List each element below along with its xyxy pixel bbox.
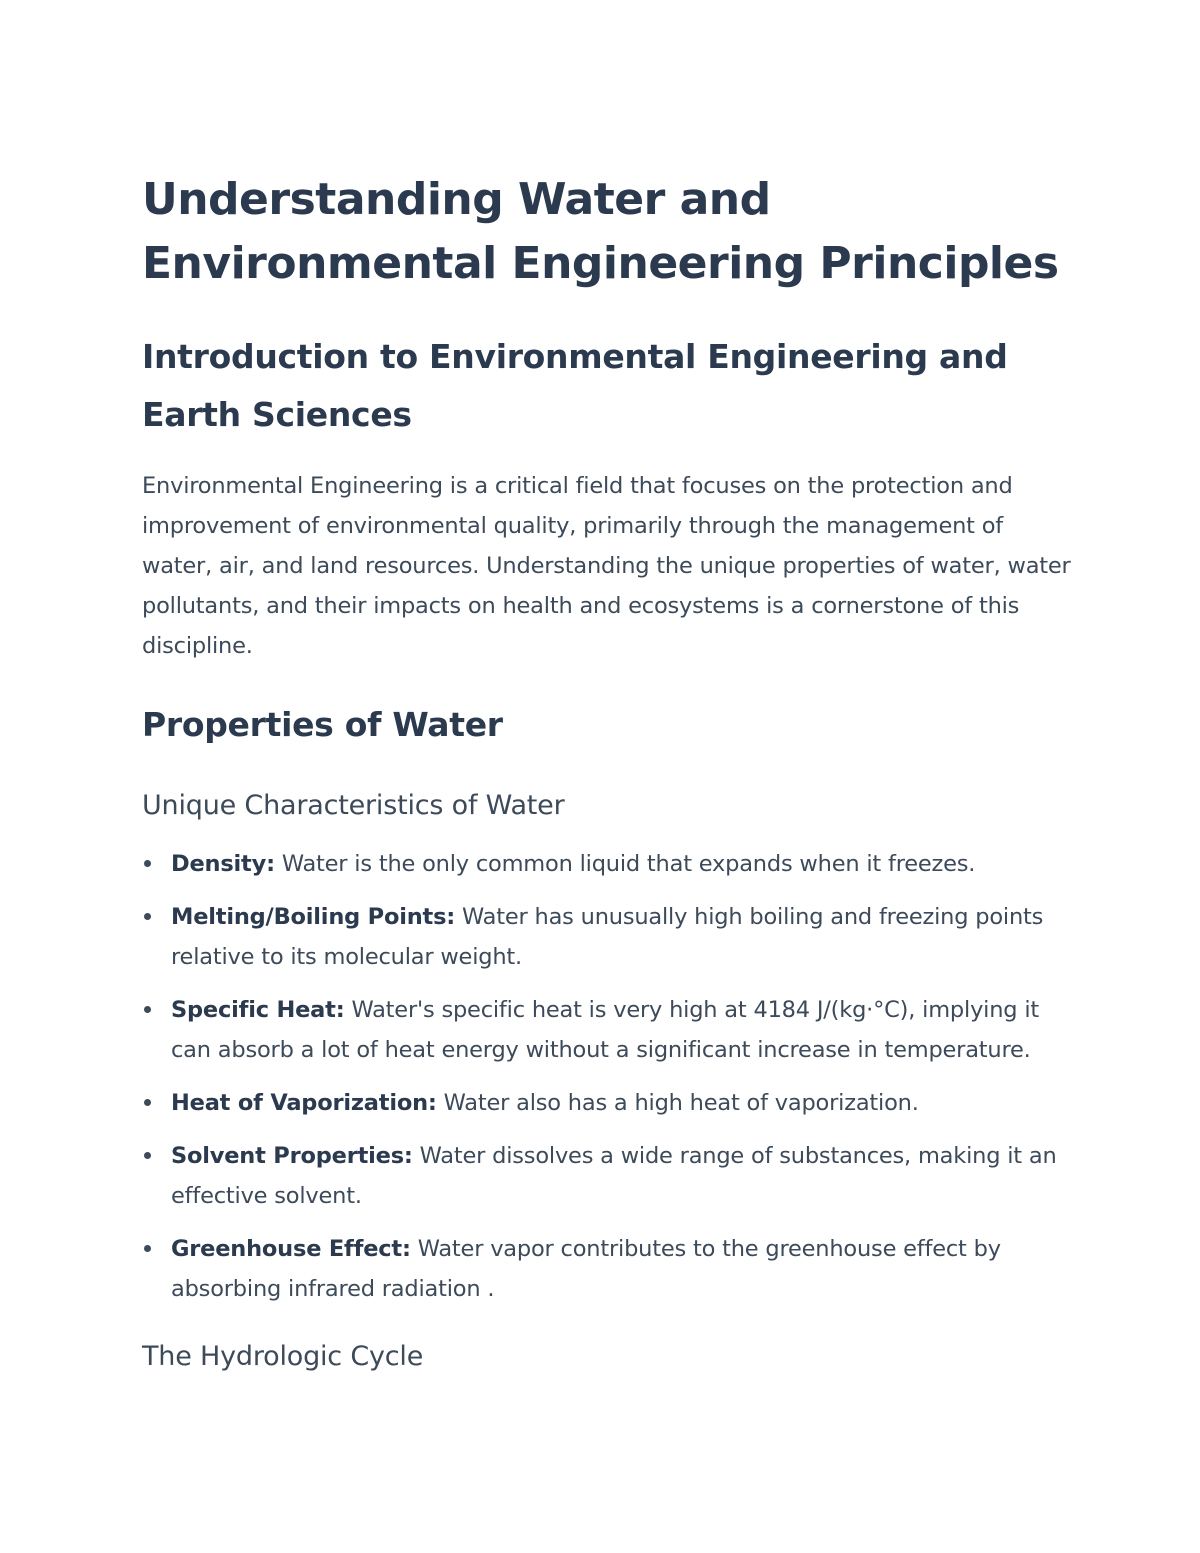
list-item-text: Water also has a high heat of vaporization. <box>436 1090 919 1116</box>
document-title <box>142 168 1072 296</box>
bullet-icon <box>144 860 151 867</box>
list-item-solvent <box>142 1136 1072 1216</box>
title-line-1: Understanding Water and <box>142 174 771 225</box>
list-item-text: Water's specific heat is very high at 4184 J/(kg·°C), implying it can absorb a lot of heat energy without a significant increase in temperature. <box>171 997 1040 1063</box>
list-item-text: Water is the only common liquid that expands when it freezes. <box>274 851 976 877</box>
hydrologic-cycle-heading: The Hydrologic Cycle <box>142 1341 424 1372</box>
list-item-term: Solvent Properties: <box>171 1143 413 1169</box>
list-item-heat-vaporization <box>142 1083 1072 1123</box>
properties-list <box>142 844 1072 1309</box>
properties-heading: Properties of Water <box>142 705 503 744</box>
bullet-icon <box>144 1152 151 1159</box>
list-item-term: Specific Heat: <box>171 997 345 1023</box>
title-line-2: Environmental Engineering Principles <box>142 238 1059 289</box>
document-page <box>142 168 1072 1377</box>
unique-characteristics-heading: Unique Characteristics of Water <box>142 790 565 821</box>
list-item-specific-heat <box>142 990 1072 1070</box>
intro-heading-line-2: Earth Sciences <box>142 395 412 434</box>
list-item-term: Heat of Vaporization: <box>171 1090 437 1116</box>
intro-paragraph: Environmental Engineering is a critical field that focuses on the protection and improvement of environmental quality, primarily through the management of water, air, and land resources. Understanding the unique properties of water, water pollutants, and their impacts on health and ecosystems is a cornerstone of this discipline. <box>142 473 1071 659</box>
bullet-icon <box>144 1099 151 1106</box>
intro-heading <box>142 328 1072 444</box>
list-item-melting-boiling <box>142 897 1072 977</box>
list-item-text: Water vapor contributes to the greenhouse effect by absorbing infrared radiation . <box>171 1236 1001 1302</box>
bullet-icon <box>144 1245 151 1252</box>
list-item-text: Water dissolves a wide range of substances, making it an effective solvent. <box>171 1143 1057 1209</box>
bullet-icon <box>144 1006 151 1013</box>
list-item-text: Water has unusually high boiling and freezing points relative to its molecular weight. <box>171 904 1044 970</box>
list-item-greenhouse <box>142 1229 1072 1309</box>
intro-heading-line-1: Introduction to Environmental Engineering and <box>142 337 1008 376</box>
list-item-density <box>142 844 1072 884</box>
list-item-term: Melting/Boiling Points: <box>171 904 456 930</box>
list-item-term: Density: <box>171 851 275 877</box>
bullet-icon <box>144 913 151 920</box>
list-item-term: Greenhouse Effect: <box>171 1236 411 1262</box>
